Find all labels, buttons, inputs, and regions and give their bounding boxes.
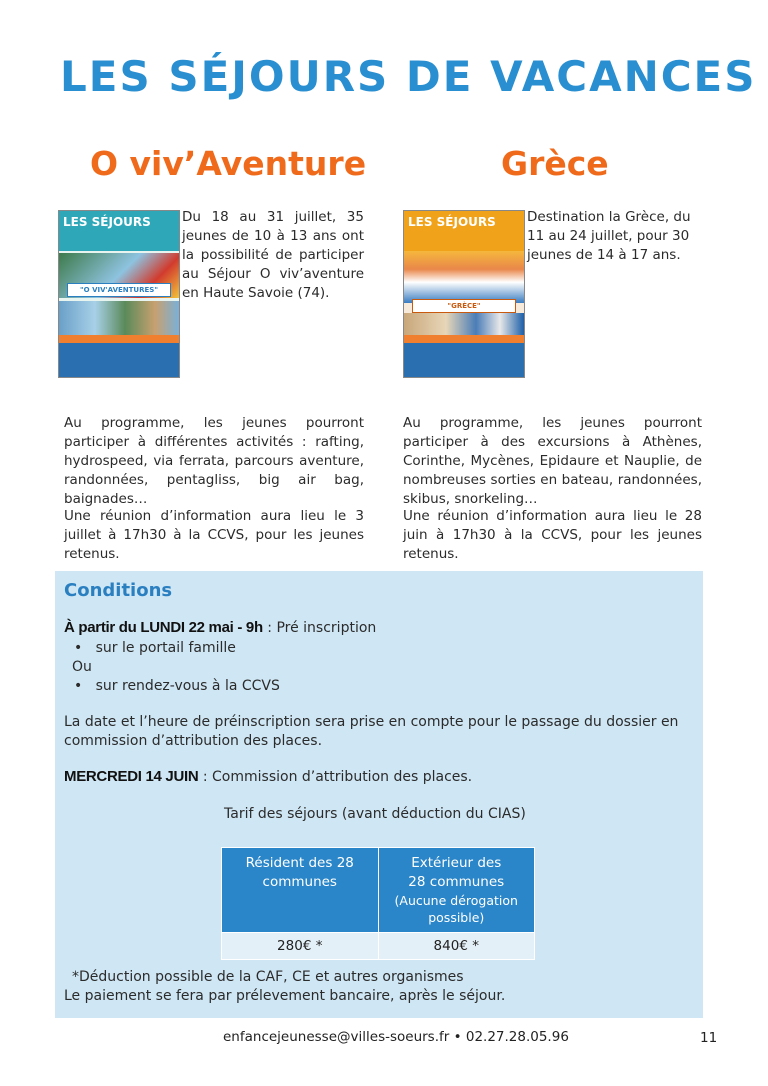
bullet-dot-icon: • xyxy=(74,678,83,694)
poster-band xyxy=(404,335,524,343)
table-row xyxy=(222,933,535,960)
poster-band xyxy=(59,335,179,343)
tarif-caption: Tarif des séjours (avant déduction du CIAS) xyxy=(224,806,526,822)
santorini-photo xyxy=(404,251,524,303)
commission-date: MERCREDI 14 JUIN xyxy=(64,768,199,785)
preinscription-date: À partir du LUNDI 22 mai - 9h xyxy=(64,619,263,636)
poster-footer xyxy=(404,343,524,377)
price-resident: 280€ * xyxy=(222,933,379,960)
bullet-dot-icon: • xyxy=(74,640,83,656)
left-meeting: Une réunion d’information aura lieu le 3 juillet à 17h30 à la CCVS, pour les jeunes retenus. xyxy=(64,508,364,562)
footer-contact: enfancejeunesse@villes-soeurs.fr • 02.27.28.05.96 xyxy=(223,1029,569,1045)
header-resident: Résident des 28 communes xyxy=(222,848,379,933)
poster-label: "O VIV'AVENTURES" xyxy=(67,283,171,297)
conditions-title: Conditions xyxy=(64,580,173,601)
bullet-item xyxy=(74,677,280,696)
left-poster-image xyxy=(58,210,180,378)
poster-label: "GRÈCE" xyxy=(412,299,516,313)
poster-title: LES SÉJOURS xyxy=(408,215,496,229)
payment-note: Le paiement se fera par prélevement bancaire, après le séjour. xyxy=(64,988,506,1004)
right-meeting: Une réunion d’information aura lieu le 28 juin à 17h30 à la CCVS, pour les jeunes retenus. xyxy=(403,508,702,562)
conditions-paragraph: La date et l’heure de préinscription sera prise en compte pour le passage du dossier en commission d’attribution des places. xyxy=(64,714,679,749)
header-exterieur-note: (Aucune dérogation possible) xyxy=(394,893,518,925)
header-exterieur-line2: 28 communes xyxy=(408,874,505,890)
page-title: LES SÉJOURS DE VACANCES xyxy=(60,52,757,101)
left-intro: Du 18 au 31 juillet, 35 jeunes de 10 à 13 ans ont la possibilité de participer au Séjour O viv’aventure en Haute Savoie (74). xyxy=(182,209,364,301)
preinscription-label: : Pré inscription xyxy=(262,620,377,636)
right-heading: Grèce xyxy=(501,144,609,183)
tarif-table xyxy=(221,847,535,960)
poster-title: LES SÉJOURS xyxy=(63,215,151,229)
price-exterieur: 840€ * xyxy=(378,933,535,960)
bullet-text: sur rendez-vous à la CCVS xyxy=(95,678,280,694)
bullet-text: sur le portail famille xyxy=(95,640,236,656)
bullet-item xyxy=(74,639,236,658)
or-text: Ou xyxy=(72,659,92,675)
right-poster-image xyxy=(403,210,525,378)
right-intro: Destination la Grèce, du 11 au 24 juillet, pour 30 jeunes de 14 à 17 ans. xyxy=(527,209,691,263)
footnote: *Déduction possible de la CAF, CE et autres organismes xyxy=(72,969,464,985)
left-heading: O viv’Aventure xyxy=(90,144,367,183)
right-program: Au programme, les jeunes pourront participer à des excursions à Athènes, Corinthe, Mycènes, Epidaure et Nauplie, de nombreuses sorties en bateau, randonnées, skibus, snorkeling… xyxy=(403,415,702,507)
table-header-row xyxy=(222,848,535,933)
left-program: Au programme, les jeunes pourront participer à différentes activités : rafting, hydrospeed, via ferrata, parcours aventure, randonnées, pentagliss, big air bag, baignades… xyxy=(64,415,364,507)
commission-label: : Commission d’attribution des places. xyxy=(198,769,473,785)
header-exterieur xyxy=(378,848,535,933)
page-number: 11 xyxy=(700,1030,718,1046)
commission-line xyxy=(64,768,472,785)
header-exterieur-line1: Extérieur des xyxy=(411,855,502,871)
poster-footer xyxy=(59,343,179,377)
preinscription-line xyxy=(64,619,376,636)
